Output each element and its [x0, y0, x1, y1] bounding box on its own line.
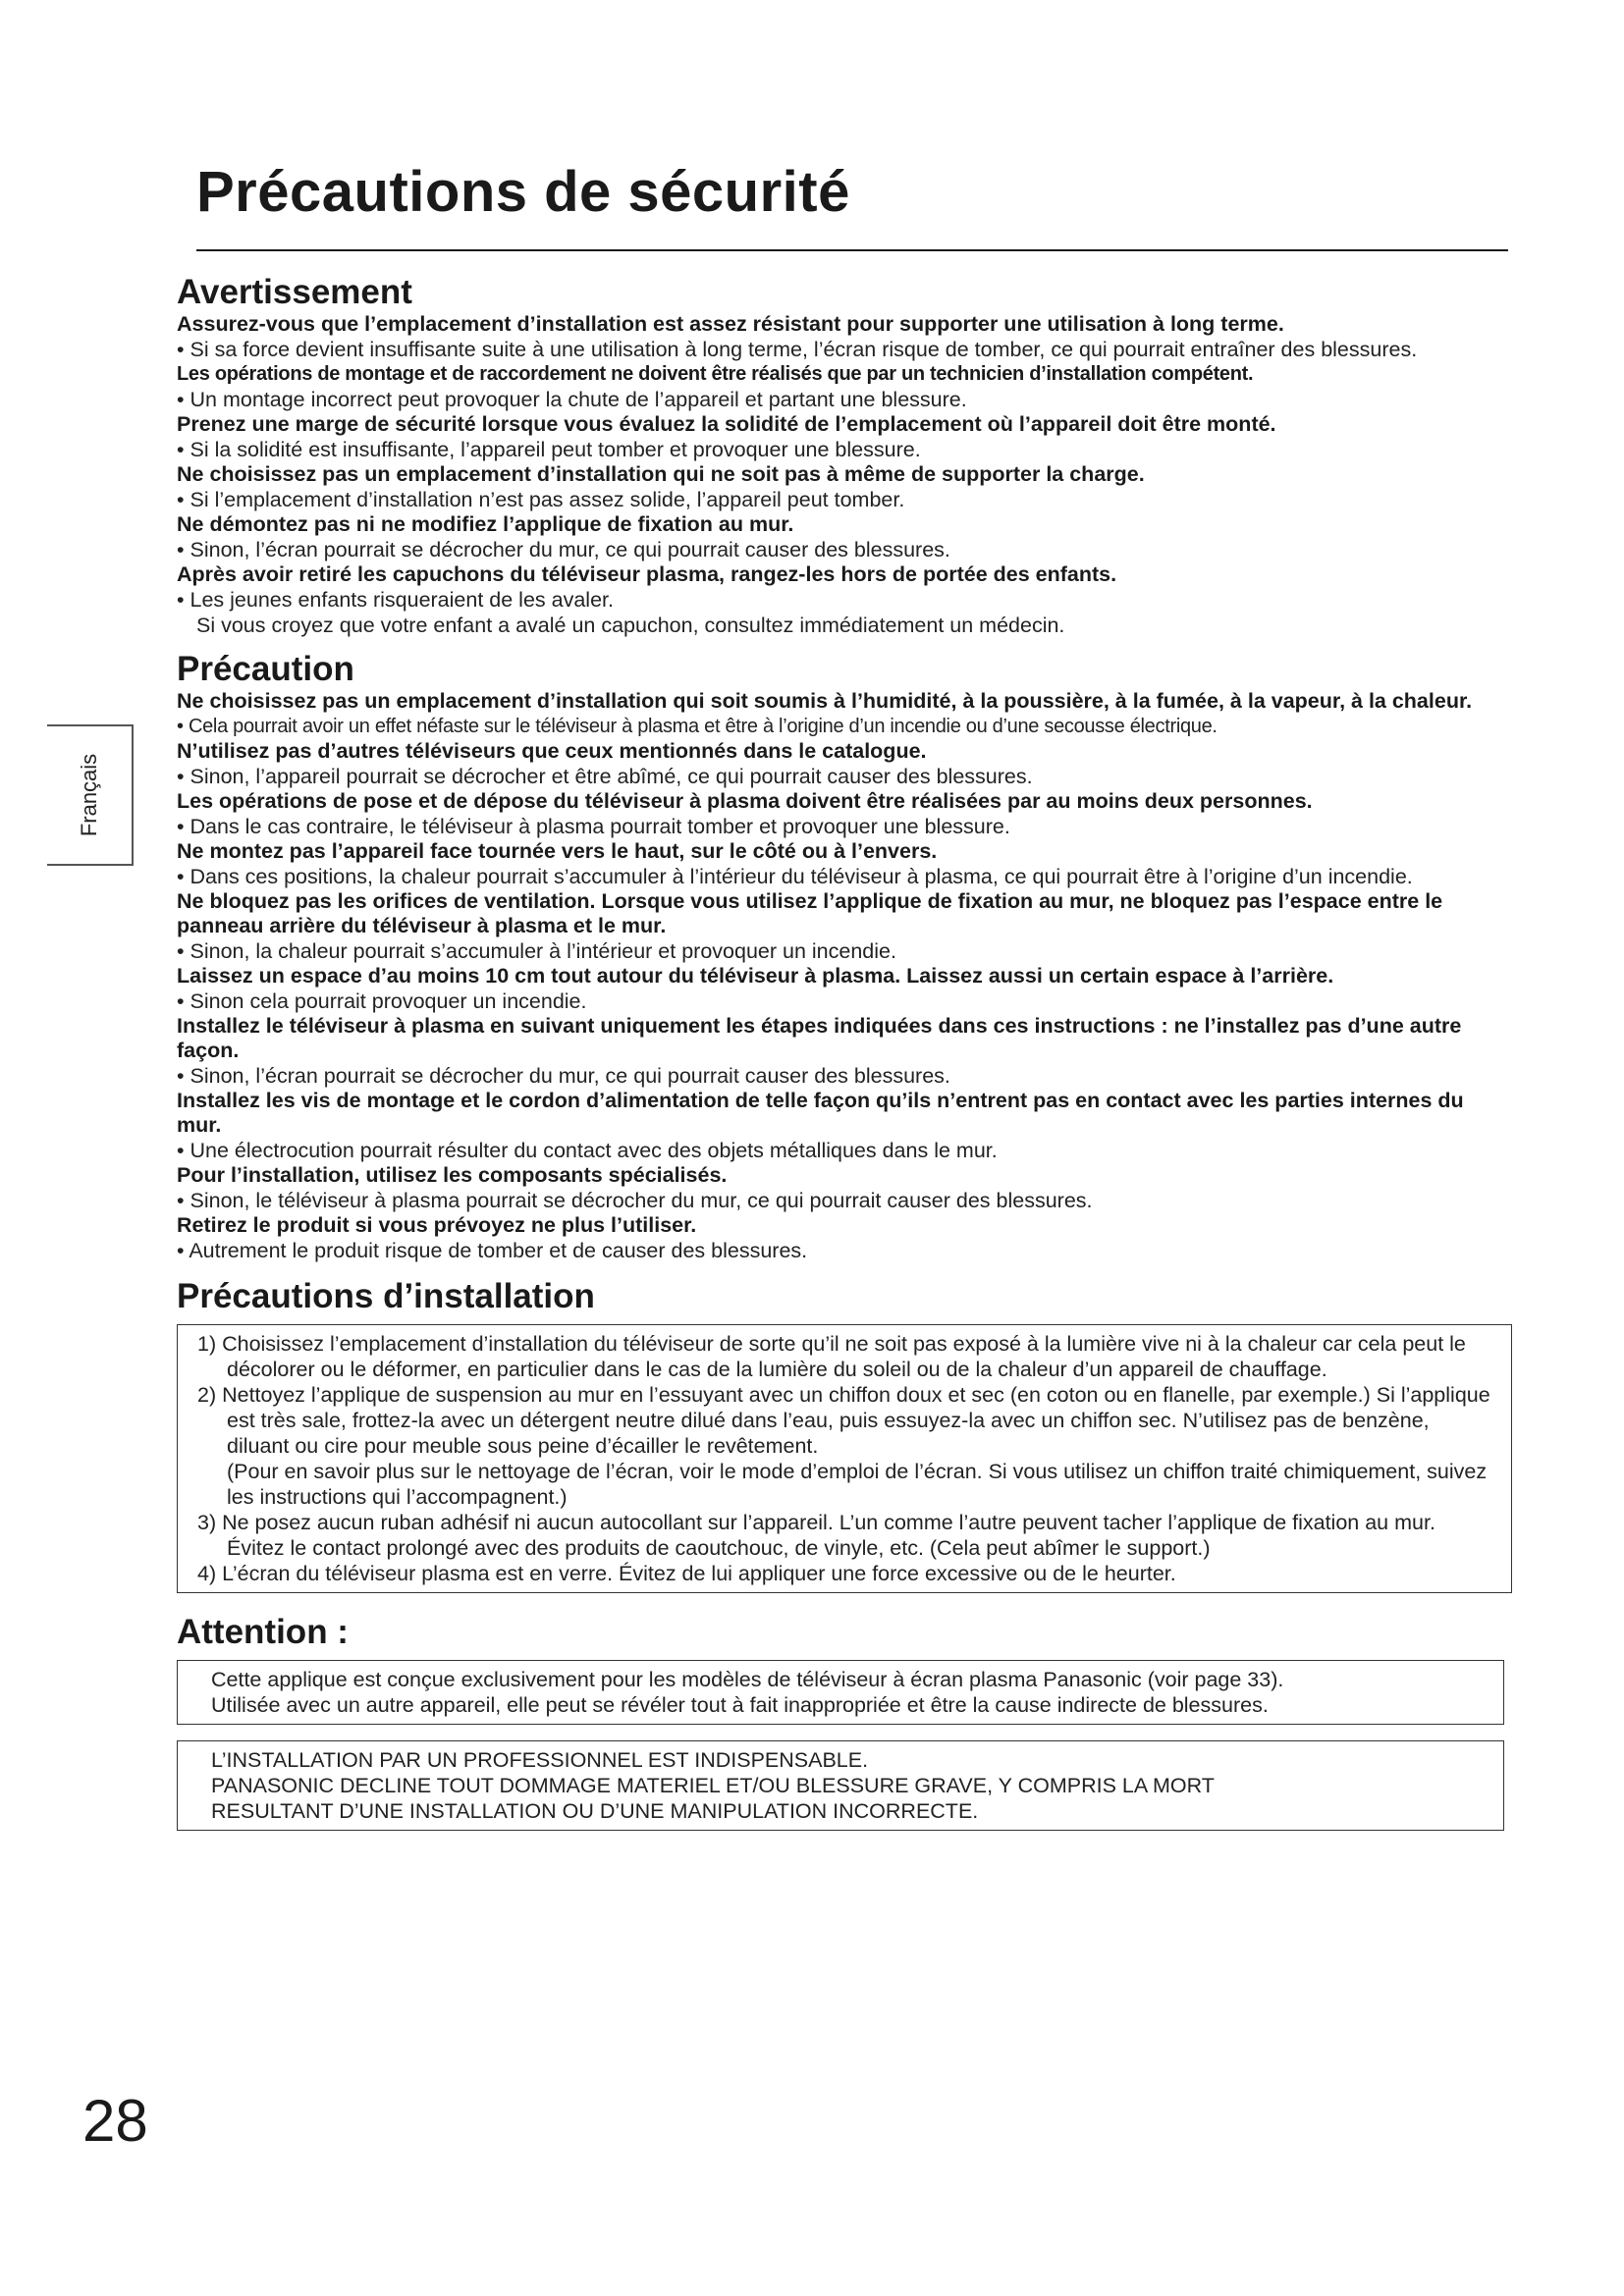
caution-item-title: Retirez le produit si vous prévoyez ne plus l’utiliser.: [177, 1213, 697, 1237]
caution-item-note: • Dans le cas contraire, le téléviseur à plasma pourrait tomber et provoquer une blessure.: [177, 815, 1010, 838]
caution-item-note: • Une électrocution pourrait résulter du contact avec des objets métalliques dans le mur.: [177, 1139, 998, 1162]
installation-item-text: 3) Ne posez aucun ruban adhésif ni aucun autocollant sur l’appareil. L’un comme l’autre peuvent tacher l’applique de fixation au mur. Évitez le contact prolongé avec des produits de caoutchouc, de vinyle, etc. (Cela peut abîmer le support.): [197, 1511, 1435, 1560]
warning-item-title: Ne choisissez pas un emplacement d’installation qui ne soit pas à même de supporter la charge.: [177, 462, 1145, 486]
warning-item-note: • Sinon, l’écran pourrait se décrocher du mur, ce qui pourrait causer des blessures.: [177, 538, 950, 561]
notice-line: RESULTANT D’UNE INSTALLATION OU D’UNE MANIPULATION INCORRECTE.: [211, 1799, 979, 1823]
caution-section: [177, 650, 1512, 1263]
warning-item-note: • Les jeunes enfants risqueraient de les avaler.: [177, 588, 614, 612]
warning-item: [177, 562, 1512, 638]
notice-line: PANASONIC DECLINE TOUT DOMMAGE MATERIEL ET/OU BLESSURE GRAVE, Y COMPRIS LA MORT: [211, 1774, 1215, 1797]
installation-heading: Précautions d’installation: [177, 1277, 595, 1315]
warning-heading: Avertissement: [177, 273, 412, 311]
warning-item-title: Assurez-vous que l’emplacement d’installation est assez résistant pour supporter une utilisation à long terme.: [177, 312, 1284, 336]
caution-item-note: • Sinon, la chaleur pourrait s’accumuler à l’intérieur et provoquer un incendie.: [177, 939, 896, 963]
caution-item-title: Ne montez pas l’appareil face tournée vers le haut, sur le côté ou à l’envers.: [177, 839, 938, 863]
attention-section: [177, 1613, 1512, 1831]
caution-item-note: • Sinon, le téléviseur à plasma pourrait se décrocher du mur, ce qui pourrait causer des blessures.: [177, 1189, 1093, 1212]
attention-heading: Attention :: [177, 1613, 349, 1651]
warning-item: [177, 462, 1512, 512]
caution-item: [177, 739, 1512, 789]
installation-list: [197, 1331, 1495, 1586]
warning-item-title: Après avoir retiré les capuchons du téléviseur plasma, rangez-les hors de portée des enfants.: [177, 562, 1117, 586]
caution-item-title: Les opérations de pose et de dépose du téléviseur à plasma doivent être réalisées par au moins deux personnes.: [177, 789, 1313, 813]
installation-section: [177, 1277, 1512, 1593]
warning-item-title: Ne démontez pas ni ne modifiez l’applique de fixation au mur.: [177, 512, 794, 536]
caution-item: [177, 1213, 1512, 1263]
installation-list-item: [197, 1510, 1495, 1561]
caution-item-title: Installez les vis de montage et le cordon d’alimentation de telle façon qu’ils n’entrent pas en contact avec les parties internes du mur.: [177, 1089, 1464, 1137]
caution-item-note: • Dans ces positions, la chaleur pourrait s’accumuler à l’intérieur du téléviseur à plasma, ce qui pourrait être à l’origine d’un incendie.: [177, 865, 1413, 888]
caution-item-title: Ne bloquez pas les orifices de ventilation. Lorsque vous utilisez l’applique de fixation au mur, ne bloquez pas l’espace entre le panneau arrière du téléviseur à plasma et le mur.: [177, 889, 1443, 937]
caution-item-title: Installez le téléviseur à plasma en suivant uniquement les étapes indiquées dans ces instructions : ne l’installez pas d’une autre façon.: [177, 1014, 1462, 1062]
caution-item-title: Ne choisissez pas un emplacement d’installation qui soit soumis à l’humidité, à la poussière, à la fumée, à la vapeur, à la chaleur.: [177, 689, 1473, 713]
caution-item: [177, 1089, 1512, 1163]
caution-item: [177, 839, 1512, 889]
language-tab-label: Français: [77, 753, 101, 837]
warning-item-note: • Si l’emplacement d’installation n’est pas assez solide, l’appareil peut tomber.: [177, 488, 905, 511]
warning-item-title: Prenez une marge de sécurité lorsque vous évaluez la solidité de l’emplacement où l’appareil doit être monté.: [177, 412, 1276, 436]
installation-list-item: [197, 1561, 1495, 1586]
liability-notice-box: [177, 1740, 1504, 1831]
caution-item-title: Laissez un espace d’au moins 10 cm tout autour du téléviseur à plasma. Laissez aussi un certain espace à l’arrière.: [177, 964, 1334, 988]
caution-item: [177, 689, 1512, 739]
caution-item: [177, 789, 1512, 839]
caution-item-title: Pour l’installation, utilisez les composants spécialisés.: [177, 1163, 728, 1187]
caution-item: [177, 889, 1512, 964]
warning-item-note: • Si la solidité est insuffisante, l’appareil peut tomber et provoquer une blessure.: [177, 438, 921, 461]
installation-box: [177, 1324, 1512, 1593]
installation-list-item: [197, 1331, 1495, 1382]
caution-item-note: • Sinon, l’écran pourrait se décrocher du mur, ce qui pourrait causer des blessures.: [177, 1064, 950, 1088]
warning-item: [177, 412, 1512, 462]
installation-item-extra: (Pour en savoir plus sur le nettoyage de l’écran, voir le mode d’emploi de l’écran. Si vous utilisez un chiffon traité chimiquement, suivez les instructions qui l’accompagnent.): [227, 1460, 1488, 1509]
caution-item-note: • Sinon cela pourrait provoquer un incendie.: [177, 989, 587, 1013]
warning-item: [177, 362, 1512, 412]
warning-item-note: • Un montage incorrect peut provoquer la chute de l’appareil et partant une blessure.: [177, 388, 967, 411]
installation-item-text: 4) L’écran du téléviseur plasma est en verre. Évitez de lui appliquer une force excessive ou de le heurter.: [197, 1562, 1176, 1585]
caution-item-title: N’utilisez pas d’autres téléviseurs que ceux mentionnés dans le catalogue.: [177, 739, 927, 763]
warning-item-note-continued: Si vous croyez que votre enfant a avalé un capuchon, consultez immédiatement un médecin.: [196, 614, 1065, 637]
warning-item-note: • Si sa force devient insuffisante suite à une utilisation à long terme, l’écran risque de tomber, ce qui pourrait entraîner des blessures.: [177, 338, 1418, 361]
caution-item-note: • Sinon, l’appareil pourrait se décrocher et être abîmé, ce qui pourrait causer des blessures.: [177, 765, 1033, 788]
title-divider: [196, 249, 1508, 251]
warning-item: [177, 512, 1512, 562]
installation-item-text: 1) Choisissez l’emplacement d’installation du téléviseur de sorte qu’il ne soit pas exposé à la lumière vive ni à la chaleur car cela peut le décolorer ou le déformer, en particulier dans le cas de la lumière du soleil ou de la chaleur d’un appareil de chauffage.: [197, 1332, 1466, 1381]
caution-item-note: • Cela pourrait avoir un effet néfaste sur le téléviseur à plasma et être à l’origine d’un incendie ou d’une secousse électrique.: [177, 716, 1218, 737]
caution-heading: Précaution: [177, 650, 354, 688]
attention-line: Cette applique est conçue exclusivement pour les modèles de téléviseur à écran plasma Panasonic (voir page 33).: [211, 1668, 1284, 1691]
caution-item: [177, 964, 1512, 1014]
page-number: 28: [82, 2088, 148, 2154]
installation-list-item: [197, 1382, 1495, 1510]
caution-item-note: • Autrement le produit risque de tomber et de causer des blessures.: [177, 1239, 808, 1262]
main-content: [177, 273, 1512, 1831]
warning-item-title: Les opérations de montage et de raccordement ne doivent être réalisés que par un technicien d’installation compétent.: [177, 363, 1254, 385]
installation-item-text: 2) Nettoyez l’applique de suspension au mur en l’essuyant avec un chiffon doux et sec (en coton ou en flanelle, par exemple.) Si l’applique est très sale, frottez-la avec un détergent neutre dilué dans l’eau, puis essuyez-la avec un chiffon sec. N’utilisez pas de benzène, diluant ou cire pour meuble sous peine d’écailler le revêtement.: [197, 1383, 1490, 1458]
attention-box: [177, 1660, 1504, 1725]
warning-section: [177, 273, 1512, 638]
attention-line: Utilisée avec un autre appareil, elle peut se révéler tout à fait inappropriée et être la cause indirecte de blessures.: [211, 1693, 1269, 1717]
warning-item: [177, 312, 1512, 362]
caution-item: [177, 1163, 1512, 1213]
language-tab: [47, 724, 134, 866]
page-title: Précautions de sécurité: [196, 160, 850, 224]
caution-item: [177, 1014, 1512, 1089]
notice-line: L’INSTALLATION PAR UN PROFESSIONNEL EST INDISPENSABLE.: [211, 1748, 869, 1772]
